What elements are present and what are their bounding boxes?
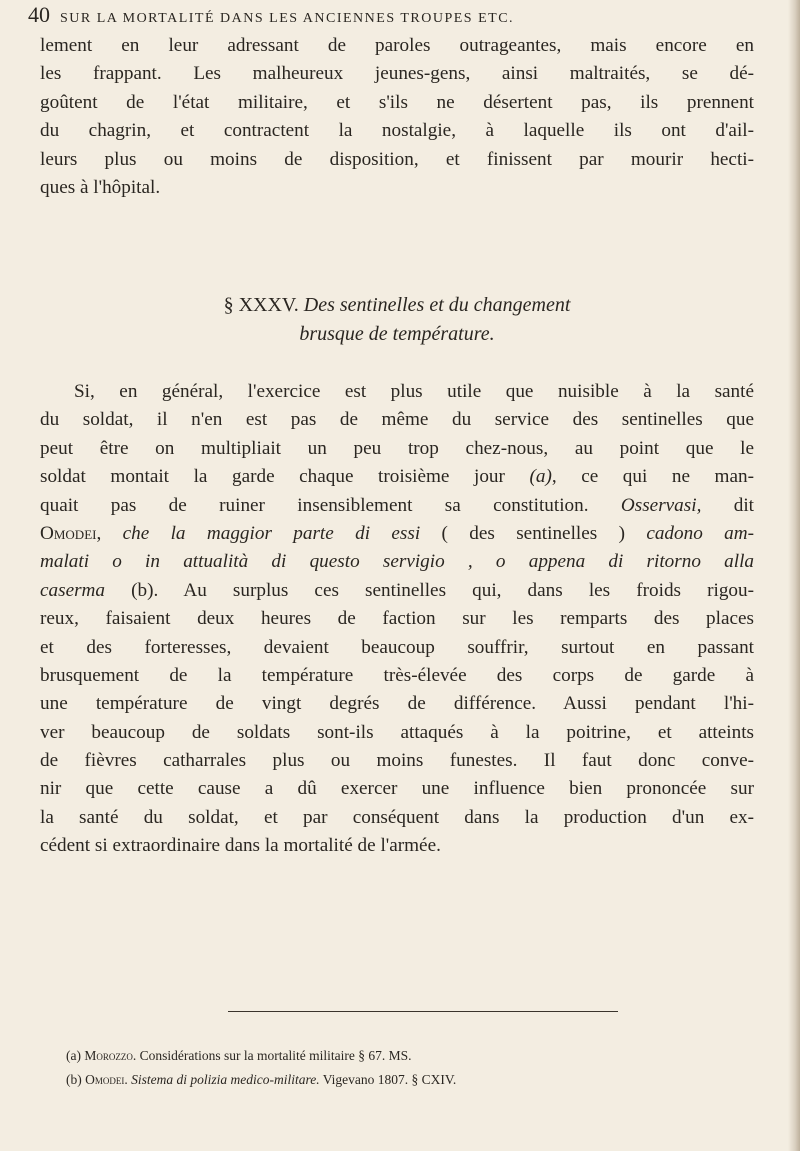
author-name: Omodei [40, 522, 97, 544]
text-run: , [96, 522, 123, 544]
section-number: § XXXV. [223, 294, 299, 316]
intro-paragraph [40, 32, 754, 202]
italic-run: Osservasi, [620, 494, 702, 516]
text-run: dit [701, 494, 754, 516]
text-line: du soldat, il n'en est pas de même du service des sentinelles que [40, 409, 754, 431]
text-line: et des forteresses, devaient beaucoup souffrir, surtout en passant [40, 636, 754, 658]
text-line: du chagrin, et contractent la nostalgie, à laquelle ils ont d'ail- [40, 120, 754, 142]
footnote-mark: (b) [66, 1072, 82, 1087]
section-heading-cont [40, 323, 754, 346]
text-line: ques à l'hôpital. [40, 176, 161, 198]
text-line [40, 492, 754, 520]
footnote-divider [228, 1011, 618, 1012]
italic-run: malati o in attualità di questo servigio , o appena di ritorno alla [40, 551, 754, 573]
text-line [40, 548, 754, 576]
text-line: une température de vingt degrés de différence. Aussi pendant l'hi- [40, 693, 754, 715]
text-line: nir que cette cause a dû exercer une influence bien prononcée sur [40, 778, 754, 800]
text-line: ver beaucoup de soldats sont-ils attaqués à la poitrine, et atteints [40, 721, 754, 743]
text-run: ( des sentinelles ) [420, 522, 647, 544]
text-line: reux, faisaient deux heures de faction sur les remparts des places [40, 608, 754, 630]
text-line: de fièvres catharrales plus ou moins funestes. Il faut donc conve- [40, 750, 754, 772]
text-line: la santé du soldat, et par conséquent dans la production d'un ex- [40, 806, 754, 828]
text-line: leurs plus ou moins de disposition, et finissent par mourir hecti- [40, 148, 754, 170]
italic-run: caserma [40, 579, 106, 601]
text-run: soldat montait la garde chaque troisième jour [40, 466, 530, 488]
page-number: 40 [28, 2, 50, 27]
footnote-a [66, 1044, 726, 1068]
footnote-mark: (a) [66, 1048, 81, 1063]
footnote-author: Omodei. [85, 1072, 128, 1087]
section-heading [40, 294, 754, 317]
footnote-text: Considérations sur la mortalité militaire § 67. MS. [136, 1048, 412, 1063]
footnote-ref-a[interactable]: (a) [529, 466, 552, 488]
text-run: . Au surplus ces sentinelles qui, dans les froids rigou- [153, 579, 755, 601]
text-line: les frappant. Les malheureux jeunes-gens, ainsi maltraités, se dé- [40, 63, 754, 85]
italic-run: cadono am- [646, 522, 754, 544]
footnote-title: Sistema di polizia medico-militare. [127, 1072, 320, 1087]
text-line [40, 577, 754, 605]
footnote-text: Vigevano 1807. § CXIV. [319, 1072, 457, 1087]
text-run: , ce qui ne man- [551, 466, 754, 488]
footnote-author: Morozzo. [84, 1048, 137, 1063]
text-line [40, 463, 754, 491]
text-line: Si, en général, l'exercice est plus utile que nuisible à la santé [74, 381, 754, 402]
running-title: SUR LA MORTALITÉ DANS LES ANCIENNES TROUPES ETC. [60, 11, 515, 26]
footnote-ref-b[interactable]: (b) [105, 579, 154, 601]
page-edge-shadow [788, 0, 800, 1151]
text-line: cédent si extraordinaire dans la mortalité de l'armée. [40, 835, 441, 857]
footnote-b [66, 1068, 726, 1092]
running-head [28, 2, 728, 28]
text-line: goûtent de l'état militaire, et s'ils ne désertent pas, ils prennent [40, 91, 754, 113]
footnotes [66, 1044, 726, 1092]
section-title-line-1: Des sentinelles et du changement [303, 294, 571, 316]
text-run: quait pas de ruiner insensiblement sa constitution. [40, 494, 621, 516]
italic-run: che la maggior parte di essi [122, 522, 421, 544]
section-paragraph [40, 378, 754, 861]
text-line: lement en leur adressant de paroles outrageantes, mais encore en [40, 35, 754, 56]
text-line: peut être on multipliait un peu trop chez-nous, au point que le [40, 437, 754, 459]
section-title-line-2: brusque de température. [299, 323, 495, 345]
text-line [40, 520, 754, 548]
text-line: brusquement de la température très-élevée des corps de garde à [40, 664, 754, 686]
